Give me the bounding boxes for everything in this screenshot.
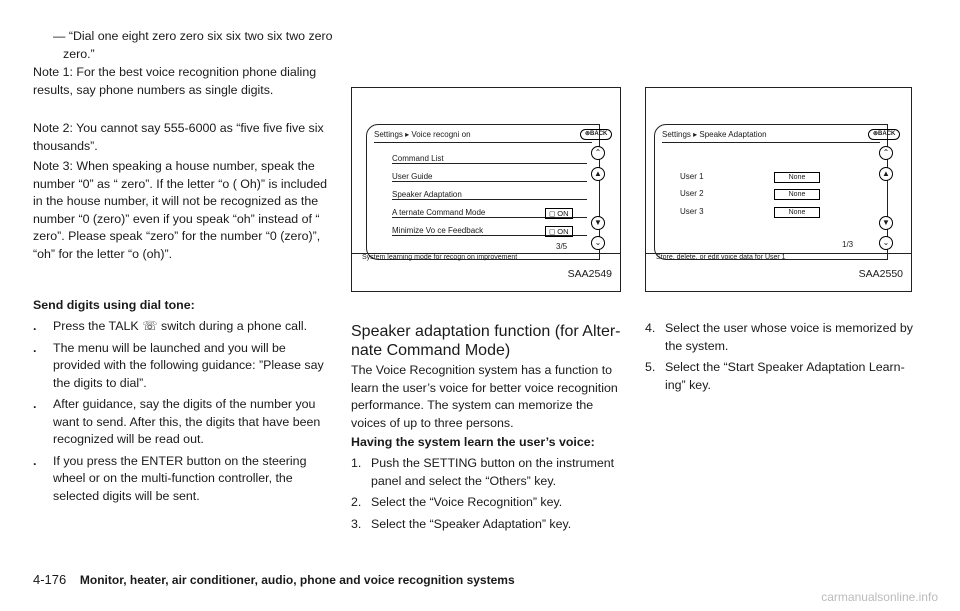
list-item: 4. Select the user whose voice is memorized by the system. — [645, 321, 913, 353]
menu-item[interactable]: User Guide — [392, 172, 587, 182]
scroll-up-icon[interactable]: ⌃ — [879, 146, 893, 160]
note-2: Note 2: You cannot say 555-6000 as “five five five six thousands”. — [33, 121, 324, 153]
scroll-up-icon[interactable]: ▲ — [879, 167, 893, 181]
list-item: . After guidance, say the digits of the number you want to send. After this, the digits that have been recognized will be read out. — [33, 397, 321, 446]
user-row-label[interactable]: User 1 — [680, 172, 704, 181]
page-footer — [33, 572, 515, 587]
user-1-value[interactable]: None — [774, 172, 820, 183]
list-item: . The menu will be launched and you will be provided with the following guidance: ”Please say the digits to dial”. — [33, 340, 324, 390]
dash-example: — “Dial one eight zero zero six six two six two zero zero.” — [53, 29, 333, 61]
scroll-up-icon[interactable]: ▲ — [591, 167, 605, 181]
bullet-list — [33, 318, 331, 505]
scroll-down-icon[interactable]: ⌄ — [591, 236, 605, 250]
user-row-label[interactable]: User 2 — [680, 189, 704, 198]
back-button[interactable]: ⊚BACK — [580, 129, 612, 140]
page-indicator: 1/3 — [842, 240, 854, 249]
chapter-title: Monitor, heater, air conditioner, audio, phone and voice recognition systems — [79, 573, 515, 587]
divider — [374, 142, 592, 143]
toggle-minimize-feedback[interactable]: ◻ ON — [545, 226, 573, 237]
user-row-label[interactable]: User 3 — [680, 207, 704, 216]
help-text: System learning mode for recogn on improvement — [352, 253, 620, 261]
menu-item[interactable]: Command List — [392, 154, 587, 164]
step-list — [351, 455, 631, 533]
watermark: carmanualsonline.info — [821, 590, 938, 604]
scroll-down-icon[interactable]: ▼ — [591, 216, 605, 230]
scroll-down-icon[interactable]: ⌄ — [879, 236, 893, 250]
help-text: Store, delete, or edit voice data for User 1 — [646, 253, 911, 261]
figure-caption: SAA2550 — [858, 268, 903, 280]
list-item: 5. Select the “Start Speaker Adaptation Learn-ing” key. — [645, 360, 905, 392]
scroll-down-icon[interactable]: ▼ — [879, 216, 893, 230]
user-3-value[interactable]: None — [774, 207, 820, 218]
list-item: . If you press the ENTER button on the steering wheel or on the multi-function controller, the selected digits will be sent. — [33, 453, 307, 503]
note-1: Note 1: For the best voice recognition phone dialing results, say phone numbers as single digits. — [33, 65, 317, 97]
list-item: 1. Push the SETTING button on the instrument panel and select the “Others” key. — [351, 456, 615, 488]
screen-title: Settings ▸ Voice recogni on — [374, 130, 471, 139]
page-indicator: 3/5 — [556, 242, 568, 251]
send-digits-heading: Send digits using dial tone: — [33, 298, 195, 312]
list-item: 2. Select the “Voice Recognition” key. — [351, 495, 563, 509]
section-heading: Speaker adaptation function (for Alter-nate Command Mode) — [351, 323, 621, 359]
section-intro: The Voice Recognition system has a function to learn the user’s voice for better voice recognition performance. The system can memorize the voices of up to three persons. — [351, 363, 618, 430]
back-button[interactable]: ⊚BACK — [868, 129, 900, 140]
menu-item[interactable]: A ternate Command Mode — [392, 208, 587, 218]
menu-item[interactable]: Speaker Adaptation — [392, 190, 587, 200]
toggle-alternate-command[interactable]: ◻ ON — [545, 208, 573, 219]
list-item: . Press the TALK ☏ switch during a phone call. — [33, 319, 308, 333]
note-3: Note 3: When speaking a house number, speak the number “0” as “ zero”. If the letter “o ( Oh)” is included in the house number, it will not be recognized as the number “0 (zero)” even if you speak “oh” instead of “ zero”. Please speak “zero” for the number “0 (zero)”, “oh” for the letter “o (oh)”. — [33, 159, 328, 261]
sub-heading: Having the system learn the user’s voice: — [351, 435, 595, 449]
list-item: 3. Select the “Speaker Adaptation” key. — [351, 516, 572, 531]
scroll-up-icon[interactable]: ⌃ — [591, 146, 605, 160]
user-2-value[interactable]: None — [774, 189, 820, 200]
screen-title: Settings ▸ Speake Adaptation — [662, 130, 767, 139]
divider — [662, 142, 880, 143]
figure-caption: SAA2549 — [567, 268, 612, 280]
speaker-adaptation-screen-figure — [645, 87, 912, 292]
menu-item[interactable]: Minimize Vo ce Feedback — [392, 226, 587, 236]
step-list — [645, 320, 913, 394]
page-number: 4-176 — [33, 572, 67, 587]
voice-recognition-screen-figure — [351, 87, 621, 292]
